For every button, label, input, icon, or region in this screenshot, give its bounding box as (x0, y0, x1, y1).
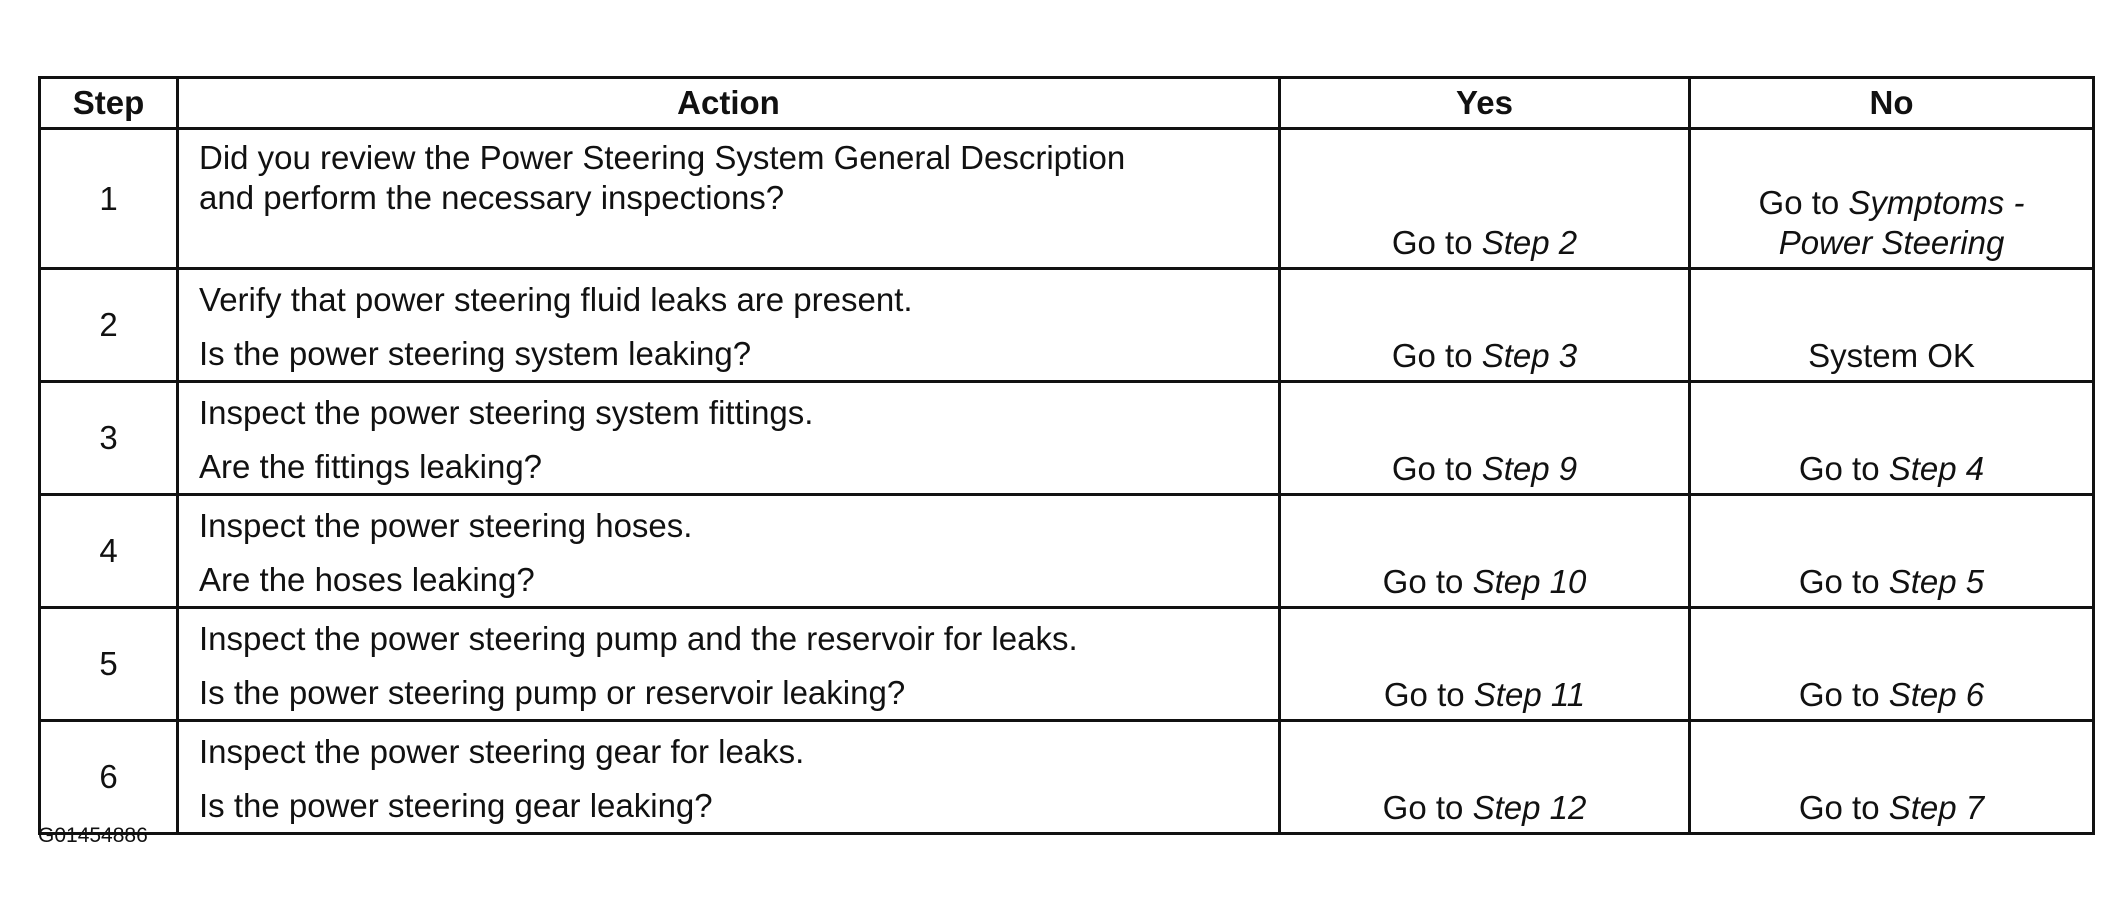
action-instruction: Verify that power steering fluid leaks are present. (199, 281, 913, 318)
yes-cell (1280, 269, 1690, 382)
step-number: 1 (40, 129, 178, 269)
yes-step-ref: Step 3 (1481, 337, 1578, 374)
action-instruction: Inspect the power steering system fittings. (199, 394, 814, 431)
step-number: 3 (40, 382, 178, 495)
header-action: Action (178, 78, 1280, 129)
figure-id-label: G01454886 (38, 824, 148, 847)
yes-cell (1280, 608, 1690, 721)
action-instruction: Inspect the power steering pump and the reservoir for leaks. (199, 620, 1078, 657)
action-cell (178, 382, 1280, 495)
action-text: Did you review the Power Steering System General Description and perform the necessary inspections? (199, 139, 1126, 216)
table-row (40, 608, 2094, 721)
no-prefix: Go to (1798, 450, 1889, 487)
yes-step-ref: Step 10 (1472, 563, 1587, 600)
no-step-ref: Step 6 (1888, 676, 1985, 713)
step-number: 6 (40, 721, 178, 834)
no-cell (1690, 721, 2094, 834)
table-row (40, 129, 2094, 269)
yes-cell (1280, 495, 1690, 608)
step-number: 2 (40, 269, 178, 382)
no-cell (1690, 495, 2094, 608)
action-question: Are the fittings leaking? (199, 448, 543, 485)
yes-prefix: Go to (1391, 224, 1482, 261)
step-number: 4 (40, 495, 178, 608)
header-step: Step (40, 78, 178, 129)
no-ref-line-2: Power Steering (1778, 224, 2005, 261)
table-row (40, 269, 2094, 382)
yes-prefix: Go to (1382, 563, 1473, 600)
no-step-ref: Step 7 (1888, 789, 1985, 826)
action-cell (178, 608, 1280, 721)
header-no: No (1690, 78, 2094, 129)
no-step-ref: Step 5 (1888, 563, 1985, 600)
no-prefix: System OK (1808, 337, 1975, 374)
yes-prefix: Go to (1391, 337, 1482, 374)
yes-step-ref: Step 9 (1481, 450, 1578, 487)
no-prefix: Go to (1798, 563, 1889, 600)
no-prefix: Go to (1798, 789, 1889, 826)
action-instruction: Inspect the power steering gear for leaks. (199, 733, 805, 770)
no-cell (1690, 382, 2094, 495)
table-row (40, 495, 2094, 608)
action-question: Is the power steering pump or reservoir leaking? (199, 674, 906, 711)
yes-step-ref: Step 11 (1473, 676, 1586, 713)
diagnostic-table (38, 76, 2095, 835)
action-cell (178, 129, 1280, 269)
yes-cell (1280, 721, 1690, 834)
no-prefix: Go to (1798, 676, 1889, 713)
no-cell (1690, 129, 2094, 269)
step-number: 5 (40, 608, 178, 721)
action-cell (178, 269, 1280, 382)
action-question: Is the power steering gear leaking? (199, 787, 713, 824)
yes-cell (1280, 129, 1690, 269)
yes-step-ref: Step 12 (1472, 789, 1587, 826)
action-cell (178, 495, 1280, 608)
no-prefix: Go to (1758, 184, 1849, 221)
no-ref: Symptoms - (1848, 184, 2025, 221)
action-question: Is the power steering system leaking? (199, 335, 752, 372)
action-instruction: Inspect the power steering hoses. (199, 507, 693, 544)
yes-cell (1280, 382, 1690, 495)
yes-step-ref: Step 2 (1481, 224, 1578, 261)
yes-prefix: Go to (1382, 789, 1473, 826)
table-row (40, 721, 2094, 834)
no-step-ref: Step 4 (1888, 450, 1985, 487)
no-cell (1690, 608, 2094, 721)
header-yes: Yes (1280, 78, 1690, 129)
header-row (40, 78, 2094, 129)
table-row (40, 382, 2094, 495)
no-cell (1690, 269, 2094, 382)
yes-prefix: Go to (1391, 450, 1482, 487)
action-question: Are the hoses leaking? (199, 561, 535, 598)
yes-prefix: Go to (1383, 676, 1474, 713)
action-cell (178, 721, 1280, 834)
